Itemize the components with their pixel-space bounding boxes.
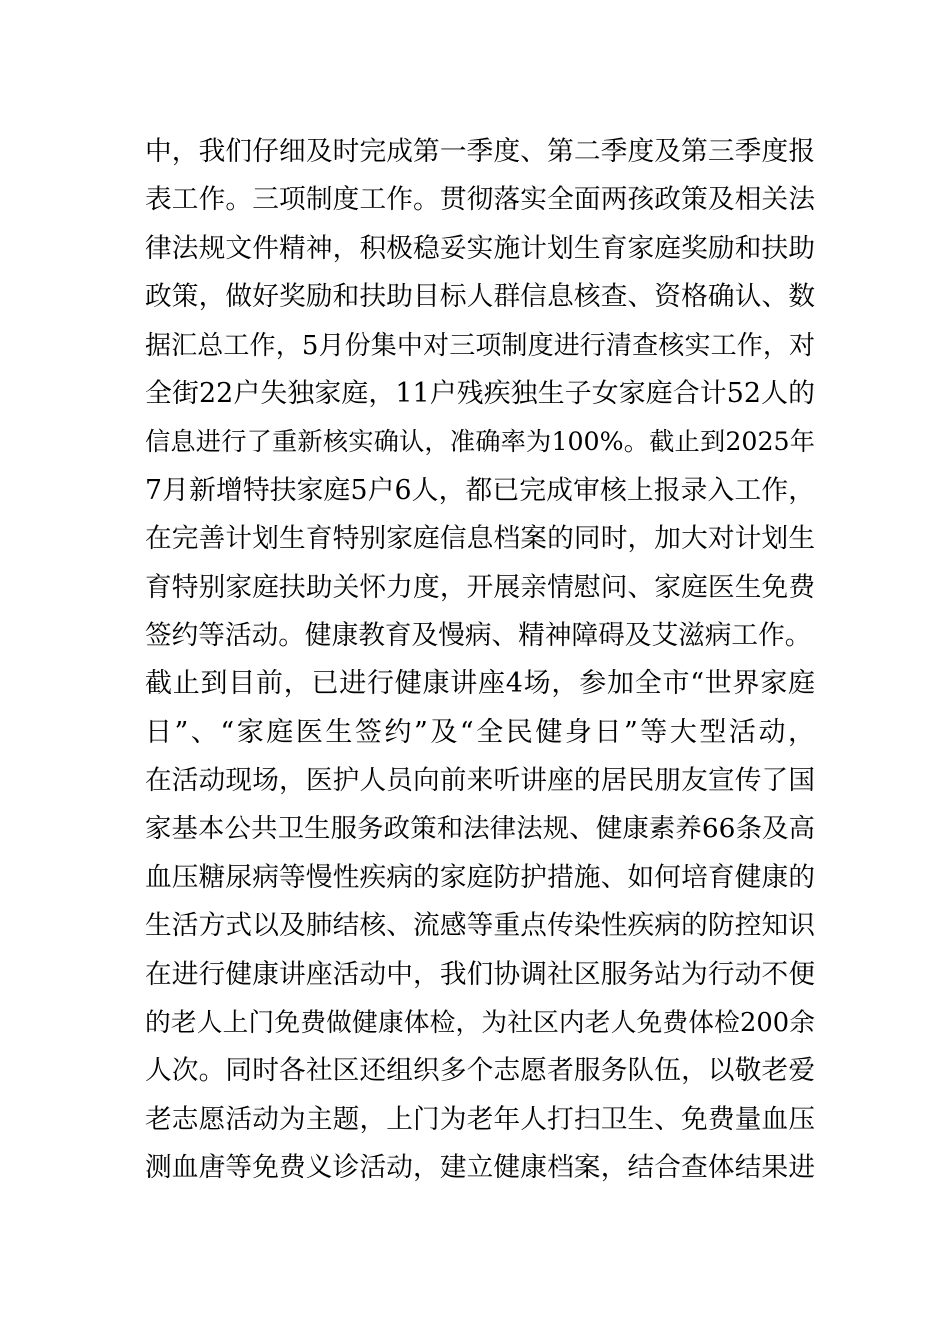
text-line: 的老人上门免费做健康体检，为社区内老人免费体检200余 bbox=[145, 1008, 815, 1039]
text-line: 育特别家庭扶助关怀力度，开展亲情慰问、家庭医生免费 bbox=[145, 571, 815, 603]
text-line: 生活方式以及肺结核、流感等重点传染性疾病的防控知识 bbox=[145, 910, 815, 942]
text-line: 在进行健康讲座活动中，我们协调社区服务站为行动不便 bbox=[145, 958, 815, 990]
text-line: 律法规文件精神，积极稳妥实施计划生育家庭奖励和扶助 bbox=[145, 232, 815, 264]
text-line: 中，我们仔细及时完成第一季度、第二季度及第三季度报 bbox=[145, 136, 815, 167]
text-line: 血压糖尿病等慢性疾病的家庭防护措施、如何培育健康的 bbox=[145, 861, 815, 893]
text-line: 7月新增特扶家庭5户6人，都已完成审核上报录入工作， bbox=[145, 474, 815, 506]
text-line: 老志愿活动为主题，上门为老年人打扫卫生、免费量血压 bbox=[145, 1103, 815, 1135]
text-line: 人次。同时各社区还组织多个志愿者服务队伍，以敬老爱 bbox=[145, 1055, 815, 1087]
text-line: 测血唐等免费义诊活动，建立健康档案，结合查体结果进 bbox=[145, 1152, 815, 1184]
text-line: 政策，做好奖励和扶助目标人群信息核查、资格确认、数 bbox=[145, 281, 815, 313]
text-line: 签约等活动。健康教育及慢病、精神障碍及艾滋病工作。 bbox=[145, 619, 812, 651]
text-line: 信息进行了重新核实确认，准确率为100%。截止到2025年 bbox=[145, 427, 815, 457]
text-line: 在完善计划生育特别家庭信息档案的同时，加大对计划生 bbox=[145, 523, 815, 555]
text-line: 截止到目前，已进行健康讲座4场，参加全市“世界家庭 bbox=[145, 668, 815, 700]
text-line: 据汇总工作，5月份集中对三项制度进行清查核实工作，对 bbox=[145, 330, 815, 361]
body-paragraph bbox=[145, 128, 815, 1193]
text-line: 家基本公共卫生服务政策和法律法规、健康素养66条及高 bbox=[145, 814, 815, 845]
text-line: 全街22户失独家庭，11户残疾独生子女家庭合计52人的 bbox=[145, 377, 815, 409]
text-line: 在活动现场，医护人员向前来听讲座的居民朋友宣传了国 bbox=[145, 765, 815, 797]
text-line: 表工作。三项制度工作。贯彻落实全面两孩政策及相关法 bbox=[145, 184, 815, 216]
text-line: 日”、“家庭医生签约”及“全民健身日”等大型活动， bbox=[145, 716, 815, 748]
